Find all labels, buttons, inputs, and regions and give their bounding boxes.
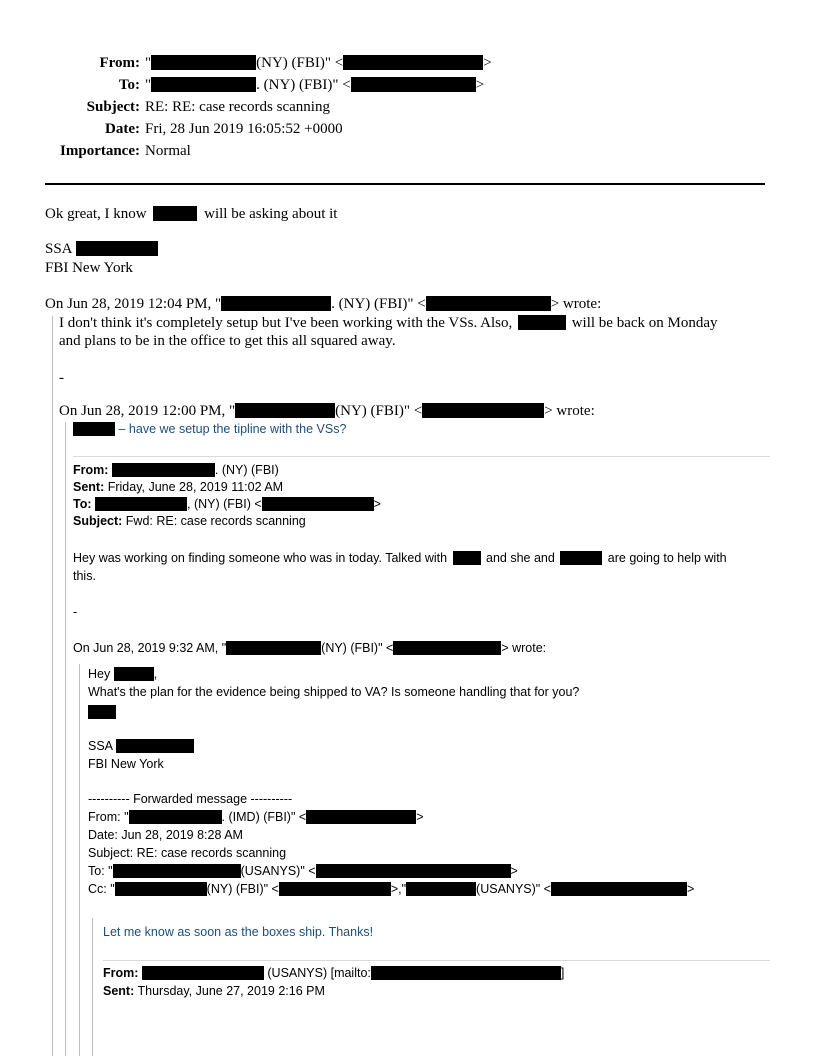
separator <box>73 456 770 457</box>
quote-intro: On Jun 28, 2019 12:00 PM, " (NY) (FBI)" < > wrote: <box>59 403 595 419</box>
from-label: From: <box>99 55 140 71</box>
separator <box>103 960 770 961</box>
body-line: Ok great, I know will be asking about it <box>45 206 338 222</box>
quote-dash: - <box>73 605 78 619</box>
signature-ssa: SSA <box>45 241 158 258</box>
quote-text: I don't think it's completely setup but I've been working with the VSs. Also, will be back on Monday <box>59 315 718 331</box>
redaction <box>73 422 115 436</box>
q2-to: To: , (NY) (FBI) < > <box>73 497 381 511</box>
fwd-to: To: " (USANYS)" < > <box>88 864 518 878</box>
redaction <box>113 864 241 878</box>
redaction <box>115 882 207 896</box>
redaction <box>406 882 476 896</box>
quote-bar <box>92 918 93 1056</box>
quote-text: and plans to be in the office to get this all squared away. <box>59 333 396 349</box>
fwd-cc: Cc: " (NY) (FBI)" < >," (USANYS)" < > <box>88 882 695 896</box>
from-org: (NY) (FBI)" < <box>256 55 344 71</box>
q2-message: Hey was working on finding someone who was in today. Talked with and she and are going to help with <box>73 551 727 565</box>
q2-message: this. <box>73 569 96 583</box>
redaction <box>88 705 116 719</box>
redaction <box>151 77 256 92</box>
redaction <box>235 403 335 418</box>
redaction <box>262 497 374 511</box>
redaction <box>279 882 391 896</box>
redaction <box>343 55 483 70</box>
importance-label: Importance: <box>60 143 140 159</box>
redaction <box>316 864 511 878</box>
q2-from: From: . (NY) (FBI) <box>73 463 279 477</box>
date-value: Fri, 28 Jun 2019 16:05:52 +0000 <box>145 121 343 137</box>
fwd-from: From: " . (IMD) (FBI)" < > <box>88 810 424 824</box>
forwarded-header: ---------- Forwarded message ---------- <box>88 792 293 806</box>
redaction <box>518 315 566 330</box>
quote-dash: - <box>59 370 64 386</box>
redaction <box>151 55 256 70</box>
quote-bar <box>79 664 80 1056</box>
redaction <box>153 206 197 221</box>
to-label: To: <box>118 77 140 93</box>
redaction <box>112 463 215 477</box>
redaction <box>95 497 187 511</box>
redaction <box>129 810 222 824</box>
signature-office: FBI New York <box>45 260 133 276</box>
redaction <box>142 966 264 980</box>
q2-subject: Subject: Fwd: RE: case records scanning <box>73 514 306 528</box>
subject-label: Subject: <box>86 99 140 115</box>
redaction <box>371 966 561 980</box>
q2-sent: Sent: Friday, June 28, 2019 11:02 AM <box>73 480 284 494</box>
header-date-row <box>0 121 343 138</box>
quote-intro: On Jun 28, 2019 9:32 AM, " (NY) (FBI)" < > wrote: <box>73 641 547 655</box>
redaction <box>306 810 416 824</box>
quote-bar <box>65 422 66 1056</box>
header-to-row: To: " . (NY) (FBI)" < > <box>0 77 484 94</box>
q4-text: Let me know as soon as the boxes ship. Thanks! <box>103 925 374 939</box>
date-label: Date: <box>105 121 140 137</box>
redaction <box>560 551 602 565</box>
fwd-date: Date: Jun 28, 2019 8:28 AM <box>88 828 243 842</box>
header-from-row: From: " (NY) (FBI)" < > <box>0 55 492 72</box>
q4-sent: Sent: Thursday, June 27, 2019 2:16 PM <box>103 984 325 998</box>
redaction <box>114 667 154 681</box>
quote-text: – have we setup the tipline with the VSs? <box>73 422 346 436</box>
redaction <box>116 739 194 753</box>
redaction <box>426 296 551 311</box>
redaction <box>393 641 501 655</box>
header-subject-row <box>0 99 330 116</box>
redaction <box>551 882 687 896</box>
redaction <box>422 403 544 418</box>
q4-from: From: (USANYS) [mailto: ] <box>103 966 565 980</box>
redaction <box>351 77 476 92</box>
quote-intro: On Jun 28, 2019 12:04 PM, " . (NY) (FBI)" < > wrote: <box>45 296 602 312</box>
header-importance-row <box>0 143 191 160</box>
quote-bar <box>52 316 53 1056</box>
q3-signature-office: FBI New York <box>88 757 164 771</box>
redaction <box>76 241 158 256</box>
redaction <box>226 641 321 655</box>
q3-greeting: Hey , <box>88 667 158 681</box>
subject-value: RE: RE: case records scanning <box>145 99 330 115</box>
to-org: . (NY) (FBI)" < <box>256 77 351 93</box>
q3-question: What's the plan for the evidence being shipped to VA? Is someone handling that for you? <box>88 685 580 699</box>
redaction <box>453 551 481 565</box>
fwd-subject: Subject: RE: case records scanning <box>88 846 287 860</box>
redaction <box>221 296 331 311</box>
header-divider <box>45 183 765 185</box>
importance-value: Normal <box>145 143 191 159</box>
q3-signature-ssa: SSA <box>88 739 194 753</box>
